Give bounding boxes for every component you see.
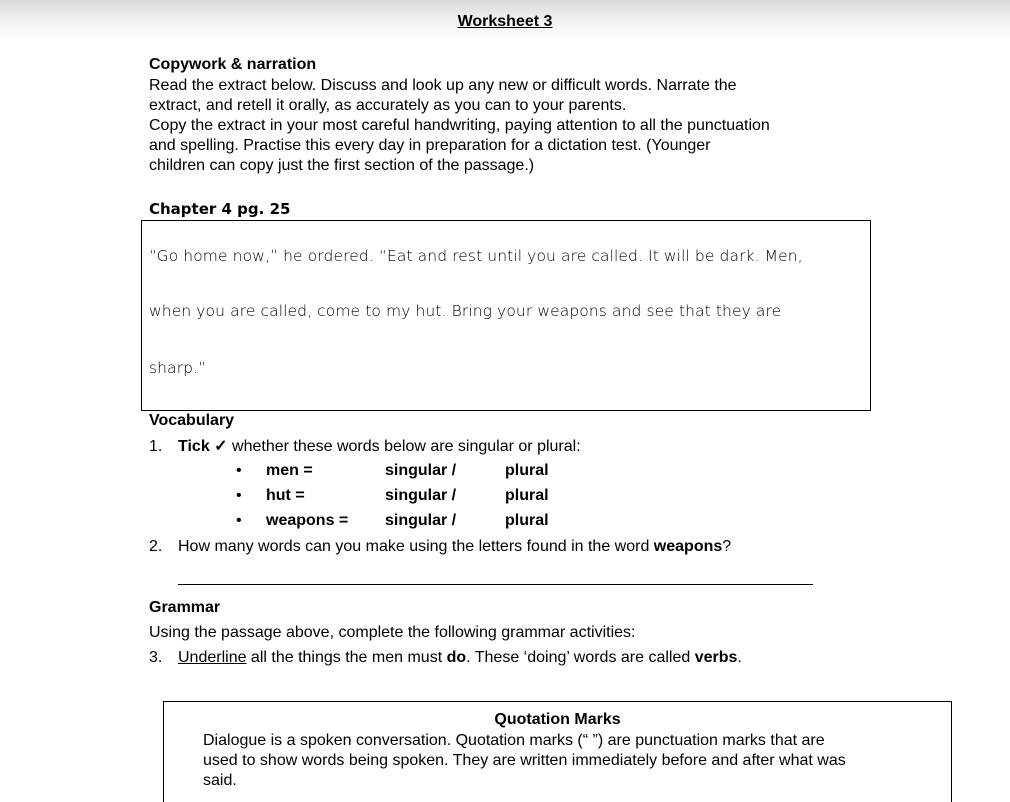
vocab-word-hut: hut = — [266, 487, 305, 504]
bullet-icon: • — [236, 462, 242, 479]
question-3-bold-1: do — [446, 649, 467, 666]
question-3-text-1: all the things the men must — [246, 649, 447, 666]
question-3-end: . — [737, 649, 742, 666]
copywork-line-1: Read the extract below. Discuss and look up any new or difficult words. Narrate the — [149, 77, 737, 94]
grammar-heading: Grammar — [149, 599, 221, 616]
question-3 — [178, 648, 742, 668]
copywork-line-5: children can copy just the first section of the passage.) — [149, 157, 535, 174]
question-1-text: whether these words below are singular or plural: — [227, 438, 581, 455]
question-2-end: ? — [722, 538, 732, 555]
vocab-word-men: men = — [266, 462, 313, 479]
worksheet-title: Worksheet 3 — [457, 13, 553, 30]
copywork-line-3: Copy the extract in your most careful handwriting, paying attention to all the punctuation — [149, 117, 770, 134]
quotation-line-2: used to show words being spoken. They are written immediately before and after what was — [203, 752, 846, 769]
question-1 — [178, 437, 581, 457]
question-2-text: How many words can you make using the letters found in the word — [178, 538, 654, 555]
question-3-text-2: . These ‘doing’ words are called — [466, 649, 695, 666]
chapter-reference: Chapter 4 pg. 25 — [149, 200, 291, 218]
vocab-word-weapons: weapons = — [266, 512, 349, 529]
grammar-intro: Using the passage above, complete the following grammar activities: — [149, 624, 636, 641]
bullet-icon: • — [236, 487, 242, 504]
quotation-line-1: Dialogue is a spoken conversation. Quotation marks (“ ”) are punctuation marks that are — [203, 732, 825, 749]
vocab-singular-weapons: singular / — [385, 512, 457, 529]
vocab-singular-men: singular / — [385, 462, 457, 479]
extract-line-2: when you are called, come to my hut. Bring your weapons and see that they are — [149, 302, 782, 320]
answer-line — [178, 584, 813, 585]
question-3-bold-2: verbs — [694, 649, 738, 666]
vocab-plural-men: plural — [505, 462, 549, 479]
question-3-underline: Underline — [178, 649, 247, 666]
bullet-icon: • — [236, 512, 242, 529]
question-2-bold: weapons — [653, 538, 723, 555]
question-1-bold: Tick ✓ — [178, 438, 228, 455]
question-1-number: 1. — [149, 438, 163, 455]
vocab-plural-hut: plural — [505, 487, 549, 504]
vocab-singular-hut: singular / — [385, 487, 457, 504]
quotation-heading: Quotation Marks — [494, 711, 621, 728]
extract-line-3: sharp.” — [149, 359, 207, 377]
vocab-plural-weapons: plural — [505, 512, 549, 529]
extract-line-1: “Go home now,” he ordered. “Eat and rest until you are called. It will be dark. Men, — [149, 247, 803, 265]
vocabulary-heading: Vocabulary — [149, 412, 235, 429]
question-2 — [178, 537, 731, 557]
question-2-number: 2. — [149, 538, 163, 555]
copywork-heading: Copywork & narration — [149, 56, 317, 73]
copywork-line-2: extract, and retell it orally, as accurately as you can to your parents. — [149, 97, 627, 114]
quotation-line-3: said. — [203, 772, 237, 789]
copywork-line-4: and spelling. Practise this every day in preparation for a dictation test. (Younger — [149, 137, 711, 154]
question-3-number: 3. — [149, 649, 163, 666]
